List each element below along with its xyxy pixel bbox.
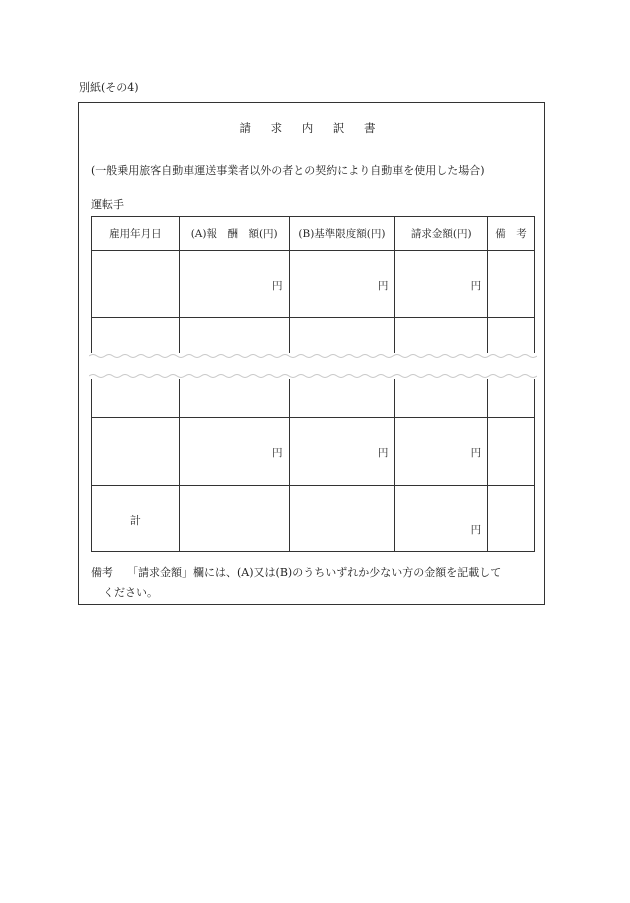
- header-claim-amount: 請求金額(円): [395, 217, 488, 250]
- yen-unit: 円: [272, 447, 283, 459]
- note-text-line1: 「請求金額」欄には、(A)又は(B)のうちいずれか少ない方の金額を記載して: [127, 566, 502, 579]
- table-header-row: [91, 216, 535, 250]
- yen-unit: 円: [272, 280, 283, 292]
- header-employment-date: 雇用年月日: [92, 217, 180, 250]
- header-standard-limit: (B)基準限度額(円): [290, 217, 396, 250]
- note-heading: 備考: [91, 566, 113, 579]
- employment-date-cell: [92, 418, 180, 485]
- standard-limit-cell: [290, 418, 396, 485]
- claim-amount-cell: [395, 418, 488, 485]
- header-remuneration: (A)報 酬 額(円): [180, 217, 290, 250]
- claim-table: [91, 216, 535, 552]
- table-row: [91, 250, 535, 317]
- total-label-cell: [92, 486, 180, 551]
- document-title: 請 求 内 訳 書: [239, 121, 384, 135]
- claim-amount-cell: [395, 251, 488, 317]
- row-omission-break: [89, 353, 537, 379]
- employment-date-cell: [92, 251, 180, 317]
- table-row: [91, 417, 535, 485]
- total-label: 計: [129, 514, 141, 527]
- driver-label: 運転手: [91, 198, 124, 211]
- remuneration-total-cell: [180, 486, 290, 551]
- header-remarks: 備 考: [488, 217, 535, 250]
- table-total-row: [91, 485, 535, 552]
- annex-label: 別紙(その4): [79, 81, 139, 94]
- remarks-note: [91, 563, 536, 603]
- claim-amount-total-cell: [395, 486, 488, 551]
- document-subtitle: (一般乗用旅客自動車運送事業者以外の者との契約により自動車を使用した場合): [91, 164, 485, 177]
- remuneration-cell: [180, 418, 290, 485]
- wavy-break-lines: [89, 353, 537, 379]
- standard-limit-total-cell: [290, 486, 396, 551]
- standard-limit-cell: [290, 251, 396, 317]
- yen-unit: 円: [470, 280, 482, 292]
- claim-breakdown-form: [78, 102, 545, 605]
- remarks-cell: [488, 418, 535, 485]
- yen-unit: 円: [377, 447, 389, 459]
- remuneration-cell: [180, 251, 290, 317]
- yen-unit: 円: [470, 447, 482, 459]
- remarks-total-cell: [488, 486, 535, 551]
- yen-unit: 円: [377, 280, 389, 292]
- note-text-line2: ください。: [103, 586, 158, 599]
- remarks-cell: [488, 251, 535, 317]
- yen-unit: 円: [470, 524, 482, 536]
